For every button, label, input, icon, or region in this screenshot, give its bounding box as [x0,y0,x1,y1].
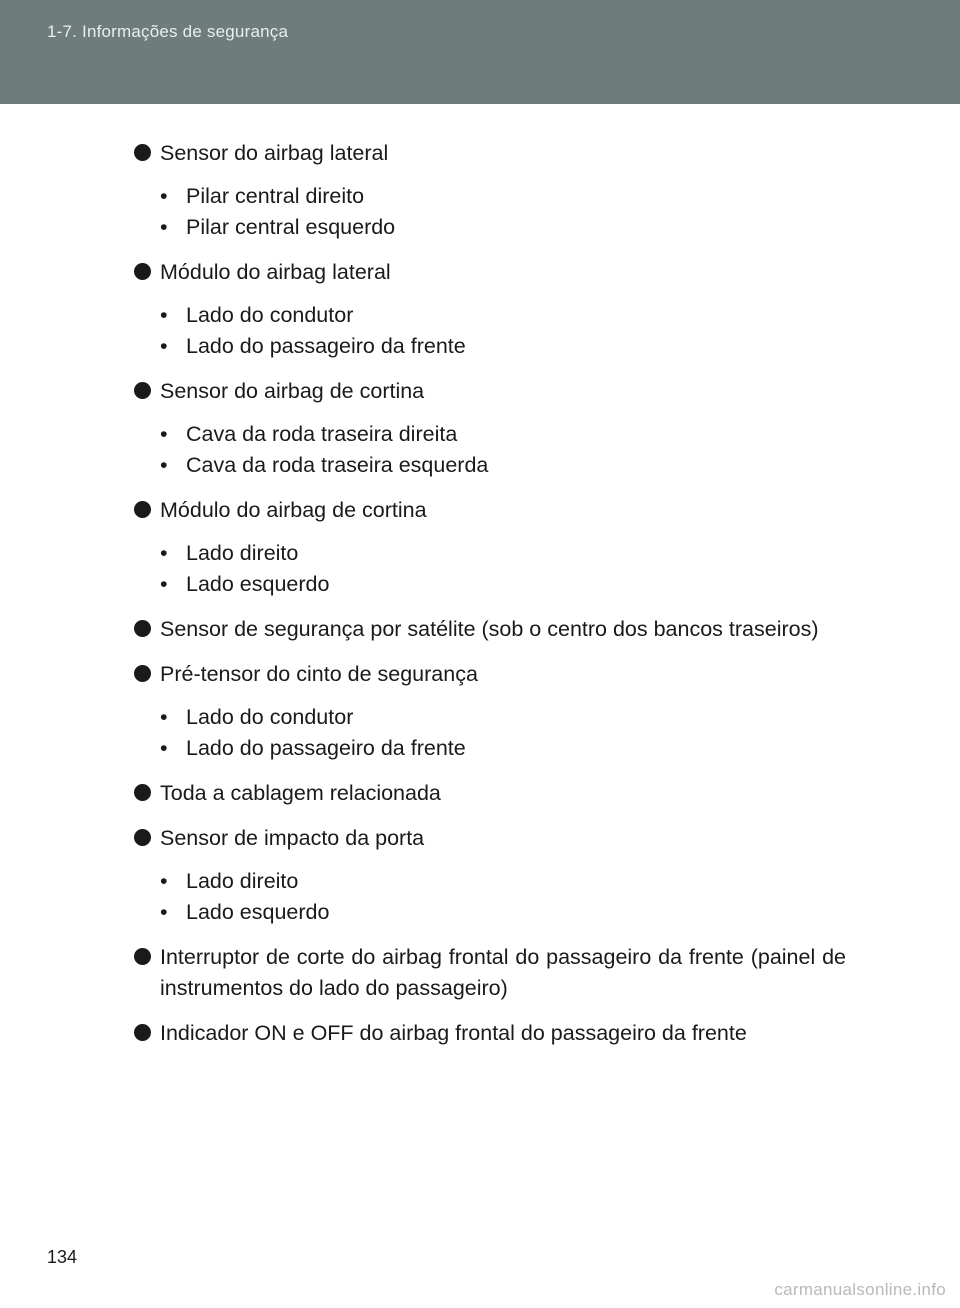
sublist-item-text: Cava da roda traseira esquerda [186,453,489,477]
sub-bullet-icon: • [160,736,168,760]
item-text: Módulo do airbag lateral [160,260,391,284]
list-item [134,1018,846,1049]
bullet-dot-icon [134,144,151,161]
bullet-dot-icon [134,784,151,801]
bullet-dot-icon [134,620,151,637]
item-text: Sensor do airbag lateral [160,141,389,165]
sublist-item-text: Lado do passageiro da frente [186,334,466,358]
sublist-item [160,569,846,600]
sub-bullet-icon: • [160,184,168,208]
bullet-dot-icon [134,501,151,518]
item-text: Sensor de impacto da porta [160,826,425,850]
sub-bullet-icon: • [160,705,168,729]
page-number: 134 [47,1247,78,1267]
sublist-item-text: Lado do condutor [186,705,354,729]
list-item [134,376,846,481]
bullet-dot-icon [134,948,151,965]
sublist-item-text: Lado esquerdo [186,572,330,596]
sublist-item [160,450,846,481]
list-item [134,778,846,809]
section-title: 1-7. Informações de segurança [47,22,289,41]
sub-bullet-icon: • [160,572,168,596]
bullet-dot-icon [134,665,151,682]
sub-bullet-icon: • [160,422,168,446]
sublist [160,419,846,481]
sublist-item [160,538,846,569]
sublist [160,538,846,600]
sublist-item-text: Lado esquerdo [186,900,330,924]
sublist-item [160,331,846,362]
sublist-item [160,866,846,897]
sublist-item-text: Pilar central direito [186,184,365,208]
section-header-bar [0,0,960,104]
list-item [134,942,846,1004]
list-item [134,257,846,362]
bullet-dot-icon [134,1024,151,1041]
list-item [134,659,846,764]
sublist-item [160,733,846,764]
sublist-item [160,181,846,212]
sub-bullet-icon: • [160,215,168,239]
bullet-dot-icon [134,829,151,846]
item-text: Toda a cablagem relacionada [160,781,441,805]
sublist-item-text: Lado do condutor [186,303,354,327]
list-item [134,495,846,600]
sublist-item [160,897,846,928]
item-text: Sensor de segurança por satélite (sob o centro dos bancos traseiros) [160,617,819,641]
sublist [160,866,846,928]
sublist [160,300,846,362]
sublist-item-text: Cava da roda traseira direita [186,422,458,446]
sublist-item [160,212,846,243]
watermark: carmanualsonline.info [774,1280,946,1299]
sub-bullet-icon: • [160,334,168,358]
sublist-item [160,702,846,733]
safety-items-list [134,138,846,1063]
sublist-item-text: Pilar central esquerdo [186,215,396,239]
sub-bullet-icon: • [160,900,168,924]
list-item [134,138,846,243]
bullet-dot-icon [134,382,151,399]
list-item [134,614,846,645]
sub-bullet-icon: • [160,303,168,327]
item-text: Pré-tensor do cinto de segurança [160,662,478,686]
sublist-item-text: Lado direito [186,869,299,893]
sublist-item-text: Lado do passageiro da frente [186,736,466,760]
sublist [160,702,846,764]
sublist-item-text: Lado direito [186,541,299,565]
sub-bullet-icon: • [160,541,168,565]
list-item [134,823,846,928]
sub-bullet-icon: • [160,869,168,893]
item-text: Interruptor de corte do airbag frontal do passageiro da frente (painel de instrumentos do lado do passageiro) [160,945,846,1000]
item-text: Módulo do airbag de cortina [160,498,427,522]
item-text: Indicador ON e OFF do airbag frontal do passageiro da frente [160,1021,747,1045]
bullet-dot-icon [134,263,151,280]
sub-bullet-icon: • [160,453,168,477]
item-text: Sensor do airbag de cortina [160,379,425,403]
sublist [160,181,846,243]
sublist-item [160,300,846,331]
sublist-item [160,419,846,450]
